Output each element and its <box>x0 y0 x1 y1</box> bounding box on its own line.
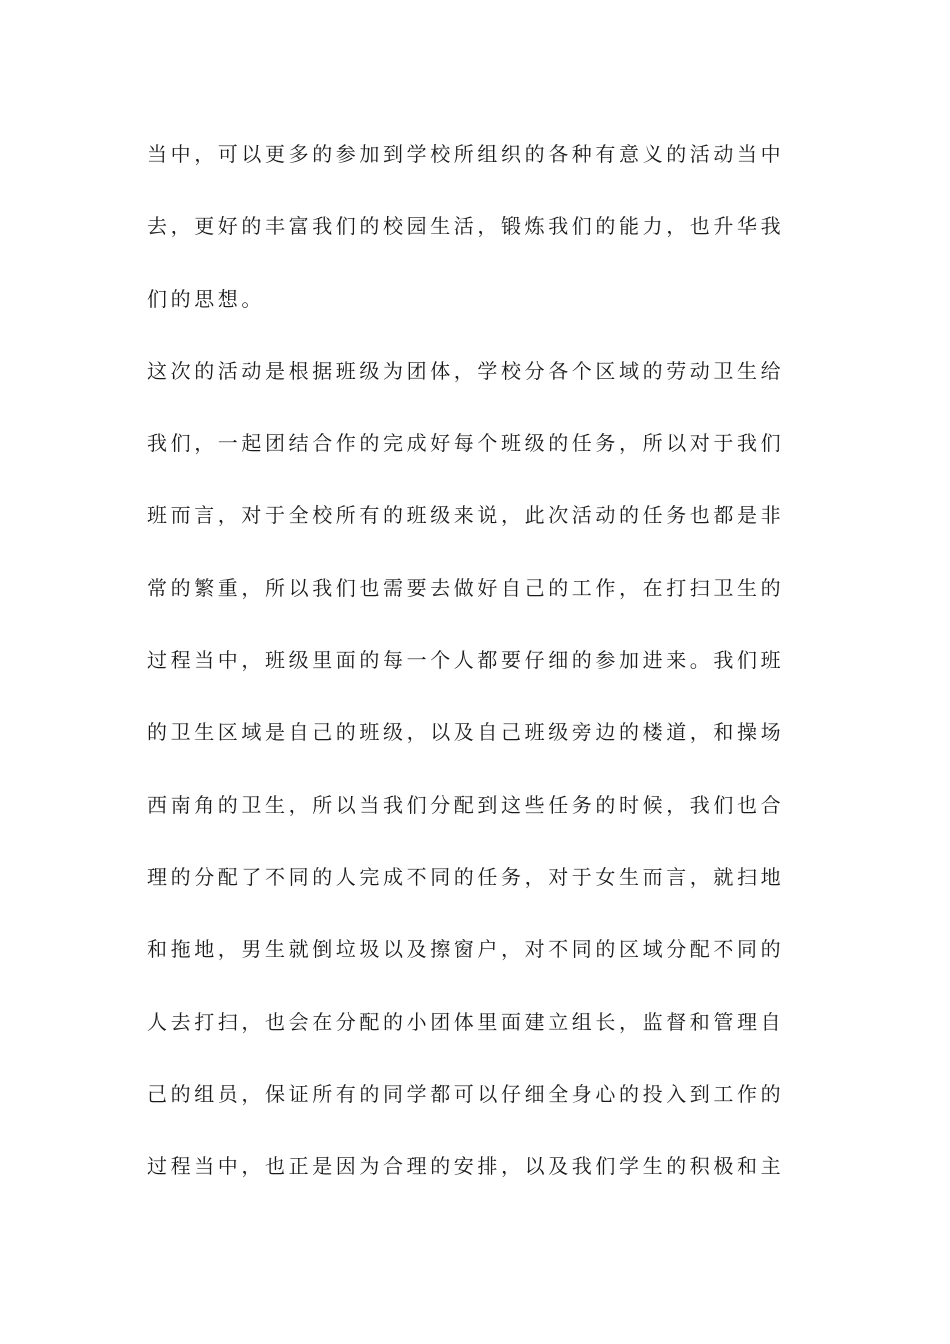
text-line: 常的繁重，所以我们也需要去做好自己的工作，在打扫卫生的 <box>147 575 785 600</box>
text-line: 我们，一起团结合作的完成好每个班级的任务，所以对于我们 <box>147 431 785 456</box>
text-line: 的卫生区域是自己的班级，以及自己班级旁边的楼道，和操场 <box>147 720 785 745</box>
text-line: 去，更好的丰富我们的校园生活，锻炼我们的能力，也升华我 <box>147 214 785 239</box>
text-line: 这次的活动是根据班级为团体，学校分各个区域的劳动卫生给 <box>147 358 785 383</box>
text-line: 过程当中，也正是因为合理的安排，以及我们学生的积极和主 <box>147 1154 785 1179</box>
text-line: 人去打扫，也会在分配的小团体里面建立组长，监督和管理自 <box>147 1009 785 1034</box>
document-body <box>147 134 807 1218</box>
text-line: 们的思想。 <box>147 286 265 311</box>
text-line: 班而言，对于全校所有的班级来说，此次活动的任务也都是非 <box>147 503 785 528</box>
text-line: 理的分配了不同的人完成不同的任务，对于女生而言，就扫地 <box>147 864 785 889</box>
text-line: 当中，可以更多的参加到学校所组织的各种有意义的活动当中 <box>147 142 785 166</box>
text-line: 己的组员，保证所有的同学都可以仔细全身心的投入到工作的 <box>147 1081 785 1106</box>
text-line: 和拖地，男生就倒垃圾以及擦窗户，对不同的区域分配不同的 <box>147 937 785 962</box>
text-line: 西南角的卫生，所以当我们分配到这些任务的时候，我们也合 <box>147 792 785 817</box>
text-line: 过程当中，班级里面的每一个人都要仔细的参加进来。我们班 <box>147 648 785 673</box>
